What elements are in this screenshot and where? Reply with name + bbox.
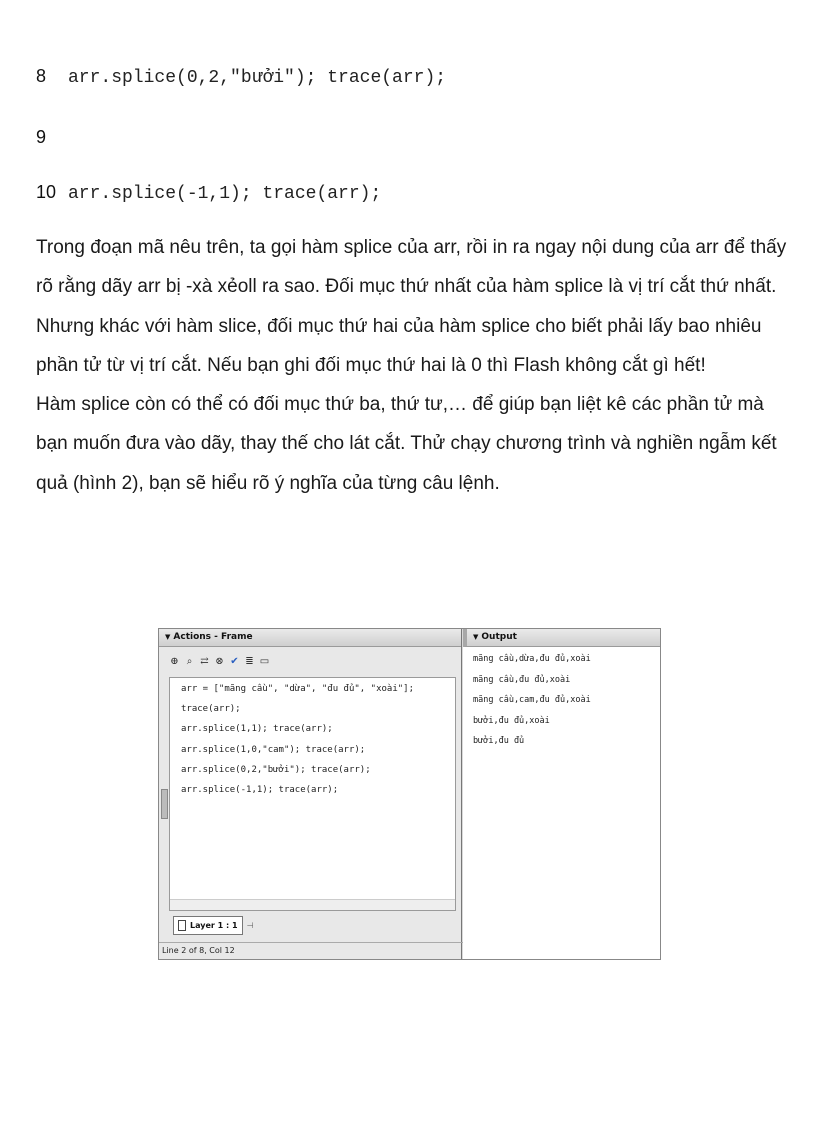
target-icon[interactable]: ⊗ [215, 655, 224, 667]
layer-tab[interactable] [173, 914, 254, 936]
output-line: mãng cầu,dừa,đu đủ,xoài [473, 654, 591, 664]
editor-line: trace(arr); [181, 704, 241, 715]
editor-line: arr = ["mãng cầu", "dừa", "đu đủ", "xoài"]; [181, 684, 414, 694]
line-number: 8 [36, 66, 47, 86]
actions-panel [159, 629, 462, 959]
paragraph: Hàm splice còn có thể có đối mục thứ ba, thứ tư,… để giúp bạn liệt kê các phần tử mà bạn muốn đưa vào dãy, thay thế cho lát cắt. Thử chạy chương trình và nghiền ngẫm kết quả (hình 2), bạn sẽ hiểu rõ ý nghĩa của từng câu lệnh. [36, 394, 777, 494]
actions-toolbar [169, 651, 270, 671]
flash-actions-figure [158, 628, 661, 960]
script-editor[interactable] [169, 677, 456, 911]
code-hint-icon[interactable]: ▭ [259, 655, 270, 667]
output-panel-header[interactable] [463, 629, 660, 647]
check-syntax-icon[interactable]: ✔ [230, 655, 239, 667]
editor-line: arr.splice(1,1); trace(arr); [181, 724, 333, 735]
code-line [36, 127, 68, 148]
code-line [36, 176, 381, 204]
output-panel [463, 629, 660, 959]
code-text: arr.splice(0,2,"bưởi"); trace(arr); [68, 68, 447, 88]
layer-tab-label: Layer 1 : 1 [190, 920, 238, 930]
actions-panel-header[interactable] [159, 629, 461, 647]
collapse-triangle-icon[interactable]: ▼ [165, 633, 171, 641]
replace-icon[interactable]: ⇄ [200, 655, 209, 667]
editor-line: arr.splice(-1,1); trace(arr); [181, 785, 339, 796]
horizontal-scrollbar[interactable] [170, 899, 455, 910]
pin-icon[interactable]: ⊣ [246, 920, 254, 930]
line-number: 10 [36, 182, 57, 202]
collapse-triangle-icon[interactable]: ▼ [473, 633, 479, 641]
status-bar: Line 2 of 8, Col 12 [159, 942, 464, 959]
output-line: mãng cầu,đu đủ,xoài [473, 674, 571, 685]
actions-panel-title: Actions - Frame [173, 632, 253, 642]
output-panel-title: Output [481, 632, 517, 642]
output-text [463, 647, 660, 752]
editor-line: arr.splice(1,0,"cam"); trace(arr); [181, 744, 366, 755]
output-line: bưởi,đu đủ,xoài [473, 715, 550, 726]
paragraph: Trong đoạn mã nêu trên, ta gọi hàm splice của arr, rồi in ra ngay nội dung của arr để thấy rõ rằng dãy arr bị -xà xẻoll ra sao. Đối mục thứ nhất của hàm splice là vị trí cắt thứ nhất. Nhưng khác với hàm slice, đối mục thứ hai của hàm splice cho biết phải lấy bao nhiêu phần tử từ vị trí cắt. Nếu bạn ghi đối mục thứ hai là 0 thì Flash không cắt gì hết! [36, 237, 787, 376]
output-line: bưởi,đu đủ [473, 736, 525, 746]
line-number: 9 [36, 127, 47, 147]
find-icon[interactable]: ⌕ [186, 655, 193, 667]
code-line [36, 66, 446, 88]
editor-line: arr.splice(0,2,"bưởi"); trace(arr); [181, 764, 371, 775]
panel-resize-handle[interactable] [161, 789, 168, 819]
add-statement-icon[interactable]: ⊕ [170, 655, 179, 667]
auto-format-icon[interactable]: ≣ [245, 655, 254, 667]
layer-icon [178, 920, 186, 931]
body-text [36, 228, 796, 503]
output-line: mãng cầu,cam,đu đủ,xoài [473, 695, 591, 705]
code-text: arr.splice(-1,1); trace(arr); [68, 184, 382, 204]
